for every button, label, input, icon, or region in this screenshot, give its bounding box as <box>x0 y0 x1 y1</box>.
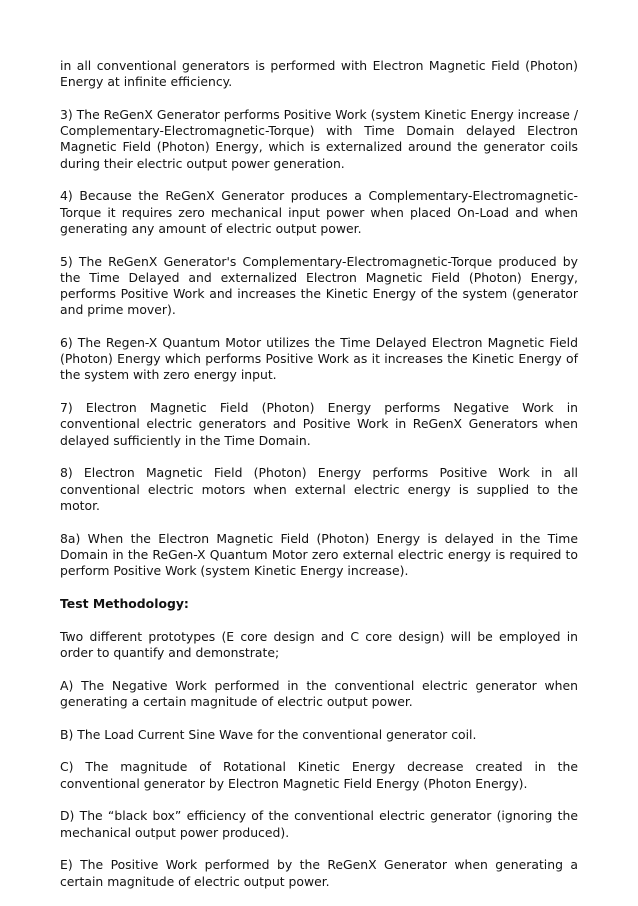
paragraph-continuation: in all conventional generators is performed with Electron Magnetic Field (Photon) Energy at infinite efficiency. <box>60 58 578 90</box>
methodology-item-b: B) The Load Current Sine Wave for the conventional generator coil. <box>60 726 477 742</box>
paragraph-point-3: 3) The ReGenX Generator performs Positive Work (system Kinetic Energy increase / Complementary-Electromagnetic-Torque) with Time Domain delayed Electron Magnetic Field (Photon) Energy, which is externalized around the generator coils during their electric output power generation. <box>60 107 578 171</box>
document-page <box>60 58 578 906</box>
methodology-item-d: D) The “black box” efficiency of the conventional electric generator (ignoring the mechanical output power produced). <box>60 808 578 840</box>
paragraph-point-6: 6) The Regen-X Quantum Motor utilizes the Time Delayed Electron Magnetic Field (Photon) Energy which performs Positive Work as it increases the Kinetic Energy of the system with zero energy input. <box>60 335 578 383</box>
methodology-intro: Two different prototypes (E core design and C core design) will be employed in order to quantify and demonstrate; <box>60 628 578 660</box>
paragraph-point-8a: 8a) When the Electron Magnetic Field (Photon) Energy is delayed in the Time Domain in the ReGen-X Quantum Motor zero external electric energy is required to perform Positive Work (system Kinetic Energy increase). <box>60 530 578 579</box>
paragraph-point-8: 8) Electron Magnetic Field (Photon) Energy performs Positive Work in all conventional electric motors when external electric energy is supplied to the motor. <box>60 465 578 513</box>
methodology-item-a: A) The Negative Work performed in the conventional electric generator when generating a certain magnitude of electric output power. <box>60 677 578 709</box>
paragraph-point-5: 5) The ReGenX Generator's Complementary-Electromagnetic-Torque produced by the Time Delayed and externalized Electron Magnetic Field (Photon) Energy, performs Positive Work and increases the Kinetic Energy of the system (generator and prime mover). <box>60 253 578 318</box>
methodology-item-e: E) The Positive Work performed by the ReGenX Generator when generating a certain magnitude of electric output power. <box>60 857 578 889</box>
section-heading: Test Methodology: <box>60 595 189 611</box>
paragraph-point-7: 7) Electron Magnetic Field (Photon) Energy performs Negative Work in conventional electric generators and Positive Work in ReGenX Generators when delayed sufficiently in the Time Domain. <box>60 400 578 448</box>
paragraph-point-4: 4) Because the ReGenX Generator produces a Complementary-Electromagnetic-Torque it requires zero mechanical input power when placed On-Load and when generating any amount of electric output power. <box>60 188 578 236</box>
methodology-item-c: C) The magnitude of Rotational Kinetic Energy decrease created in the conventional generator by Electron Magnetic Field Energy (Photon Energy). <box>60 759 578 791</box>
